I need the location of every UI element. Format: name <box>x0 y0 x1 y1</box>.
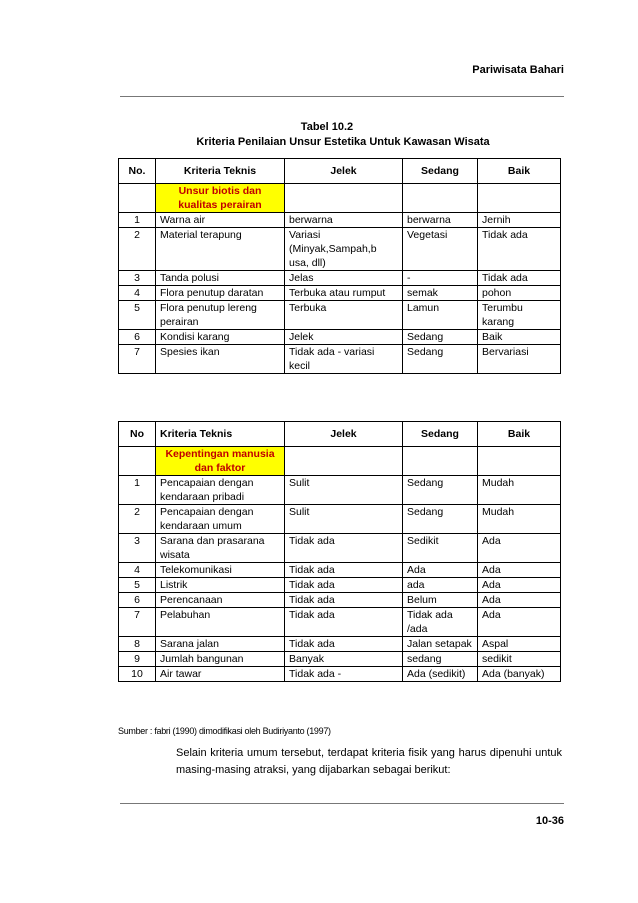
good-cell: pohon <box>478 286 561 301</box>
criteria-cell: Flora penutup lereng perairan <box>156 301 285 330</box>
criteria-table-human <box>118 421 561 682</box>
good-cell: Ada <box>478 608 561 637</box>
good-cell: Tidak ada <box>478 228 561 271</box>
table-row <box>119 476 561 505</box>
table-row <box>119 593 561 608</box>
bad-cell: Tidak ada <box>285 593 403 608</box>
bad-cell: berwarna <box>285 213 403 228</box>
good-cell: Mudah <box>478 505 561 534</box>
row-number: 3 <box>119 534 156 563</box>
criteria-cell: Spesies ikan <box>156 345 285 374</box>
good-cell: Terumbu karang <box>478 301 561 330</box>
table-number: Tabel 10.2 <box>300 121 354 133</box>
criteria-cell: Material terapung <box>156 228 285 271</box>
body-paragraph: Selain kriteria umum tersebut, terdapat kriteria fisik yang harus dipenuhi untuk masing-masing atraksi, yang dijabarkan sebagai berikut: <box>176 747 562 776</box>
criteria-cell: Sarana jalan <box>156 637 285 652</box>
criteria-cell: Pelabuhan <box>156 608 285 637</box>
medium-cell: Sedikit <box>403 534 478 563</box>
section-label: Unsur biotis dan kualitas perairan <box>156 184 285 213</box>
medium-cell: Sedang <box>403 345 478 374</box>
table-row <box>119 301 561 330</box>
criteria-cell: Sarana dan prasarana wisata <box>156 534 285 563</box>
table-row <box>119 563 561 578</box>
medium-cell: sedang <box>403 652 478 667</box>
bad-cell: Tidak ada <box>285 608 403 637</box>
good-cell: Mudah <box>478 476 561 505</box>
running-header: Pariwisata Bahari <box>472 64 564 76</box>
good-cell: Tidak ada <box>478 271 561 286</box>
medium-cell: Belum <box>403 593 478 608</box>
row-number: 8 <box>119 637 156 652</box>
medium-cell: Ada <box>403 563 478 578</box>
criteria-cell: Warna air <box>156 213 285 228</box>
good-cell: Bervariasi <box>478 345 561 374</box>
criteria-table-biotic <box>118 158 561 374</box>
bad-cell: Tidak ada - <box>285 667 403 682</box>
criteria-cell: Flora penutup daratan <box>156 286 285 301</box>
bad-cell: Terbuka <box>285 301 403 330</box>
bad-cell: Tidak ada <box>285 534 403 563</box>
criteria-cell: Kondisi karang <box>156 330 285 345</box>
medium-cell: Lamun <box>403 301 478 330</box>
table-title: Kriteria Penilaian Unsur Estetika Untuk Kawasan Wisata <box>196 136 490 148</box>
bad-cell: Tidak ada <box>285 563 403 578</box>
page-number: 10-36 <box>535 815 564 827</box>
table-row <box>119 608 561 637</box>
row-number: 10 <box>119 667 156 682</box>
table-row <box>119 534 561 563</box>
bad-cell: Sulit <box>285 476 403 505</box>
footer-divider <box>120 803 564 804</box>
medium-cell: Jalan setapak <box>403 637 478 652</box>
medium-cell: berwarna <box>403 213 478 228</box>
col-header-no: No. <box>119 159 156 184</box>
good-cell: Ada <box>478 578 561 593</box>
medium-cell: Sedang <box>403 330 478 345</box>
medium-cell: Tidak ada /ada <box>403 608 478 637</box>
col-header-medium: Sedang <box>403 422 478 447</box>
medium-cell: Sedang <box>403 505 478 534</box>
col-header-criteria: Kriteria Teknis <box>156 159 285 184</box>
source-note: Sumber : fabri (1990) dimodifikasi oleh Budiriyanto (1997) <box>118 726 331 736</box>
bad-cell: Tidak ada <box>285 578 403 593</box>
row-number: 3 <box>119 271 156 286</box>
bad-cell: Jelas <box>285 271 403 286</box>
medium-cell: Vegetasi <box>403 228 478 271</box>
row-number: 4 <box>119 563 156 578</box>
table-row <box>119 345 561 374</box>
table-row <box>119 637 561 652</box>
col-header-medium: Sedang <box>403 159 478 184</box>
row-number: 4 <box>119 286 156 301</box>
good-cell: Jernih <box>478 213 561 228</box>
bad-cell: Variasi (Minyak,Sampah,b usa, dll) <box>285 228 403 271</box>
table-row <box>119 667 561 682</box>
table-row <box>119 578 561 593</box>
good-cell: Baik <box>478 330 561 345</box>
row-number: 7 <box>119 345 156 374</box>
col-header-no: No <box>119 422 156 447</box>
criteria-cell: Tanda polusi <box>156 271 285 286</box>
good-cell: Ada <box>478 563 561 578</box>
col-header-bad: Jelek <box>285 422 403 447</box>
bad-cell: Terbuka atau rumput <box>285 286 403 301</box>
criteria-cell: Listrik <box>156 578 285 593</box>
row-number: 2 <box>119 228 156 271</box>
row-number: 5 <box>119 301 156 330</box>
bad-cell: Banyak <box>285 652 403 667</box>
good-cell: Ada <box>478 593 561 608</box>
good-cell: Ada (banyak) <box>478 667 561 682</box>
table-row <box>119 271 561 286</box>
section-row <box>119 447 561 476</box>
col-header-criteria: Kriteria Teknis <box>156 422 285 447</box>
row-number: 6 <box>119 330 156 345</box>
bad-cell: Sulit <box>285 505 403 534</box>
col-header-good: Baik <box>478 422 561 447</box>
medium-cell: semak <box>403 286 478 301</box>
good-cell: Aspal <box>478 637 561 652</box>
row-number: 1 <box>119 476 156 505</box>
criteria-cell: Pencapaian dengan kendaraan umum <box>156 505 285 534</box>
criteria-cell: Air tawar <box>156 667 285 682</box>
good-cell: Ada <box>478 534 561 563</box>
medium-cell: Ada (sedikit) <box>403 667 478 682</box>
col-header-bad: Jelek <box>285 159 403 184</box>
section-label: Kepentingan manusia dan faktor <box>156 447 285 476</box>
col-header-good: Baik <box>478 159 561 184</box>
table-row <box>119 505 561 534</box>
row-number: 5 <box>119 578 156 593</box>
table-header-row <box>119 159 561 184</box>
bad-cell: Tidak ada - variasi kecil <box>285 345 403 374</box>
table-header-row <box>119 422 561 447</box>
criteria-cell: Telekomunikasi <box>156 563 285 578</box>
bad-cell: Tidak ada <box>285 637 403 652</box>
row-number: 2 <box>119 505 156 534</box>
medium-cell: Sedang <box>403 476 478 505</box>
medium-cell: ada <box>403 578 478 593</box>
table-row <box>119 652 561 667</box>
criteria-cell: Pencapaian dengan kendaraan pribadi <box>156 476 285 505</box>
row-number: 1 <box>119 213 156 228</box>
criteria-cell: Perencanaan <box>156 593 285 608</box>
table-row <box>119 228 561 271</box>
section-row <box>119 184 561 213</box>
medium-cell: - <box>403 271 478 286</box>
table-row <box>119 330 561 345</box>
table-row <box>119 286 561 301</box>
row-number: 9 <box>119 652 156 667</box>
good-cell: sedikit <box>478 652 561 667</box>
header-divider <box>120 96 564 97</box>
row-number: 6 <box>119 593 156 608</box>
bad-cell: Jelek <box>285 330 403 345</box>
table-row <box>119 213 561 228</box>
criteria-cell: Jumlah bangunan <box>156 652 285 667</box>
row-number: 7 <box>119 608 156 637</box>
